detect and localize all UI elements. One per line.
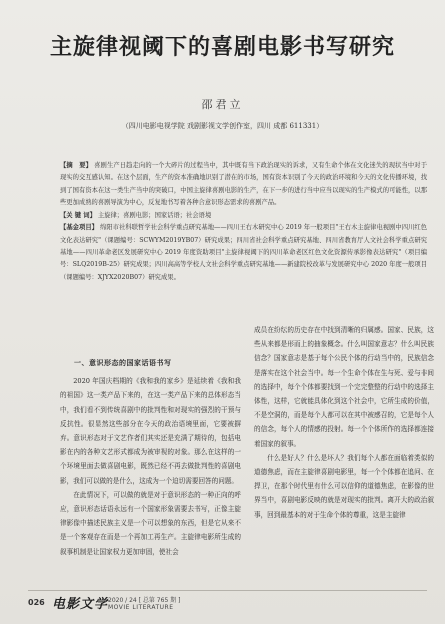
fund-paragraph: [60, 222, 427, 283]
abstract-block: [60, 160, 427, 284]
body-paragraph: 成员在纷纭的历史存在中找到清晰的归属感。国家、民族，这些从来都是形而上的抽象概念。什么叫国家意志？什么叫民族信念？国家意志是基于每个公民个体的行动当中的，民族信念是落实在这个社会当中。每一个生命个体在生与死、爱与非间的选择中，每个个体都要找到一个完完整整的行动中的选择主体性，这样，它就能具体化到这个社会中，它所生成的价值，不是空洞的，而是每个人都可以在其中被感召的，它是每个人的信念，每个人的情感的投射。每一个个体所作的选择都连接着国家的叙事。: [254, 326, 434, 448]
body-paragraph: 2020 年国庆档期的《我和我的家乡》是延续着《我和我的祖国》这一类产品下来的，在这一类产品下来的总体形态当中，我们看不到传统喜剧中的批判性和对现实的强烈的干预与反抗性。很显然这些部分在今天的政治语境里面，它要被摒弃。意识形态对于文艺作者们其实还是充满了期待的，包括电影在内的各种文艺形式都成为被审视的对象。那么在这样的一个环境里面去做喜剧电影，既然已经不再去做批判性的喜剧电影，我们可以做的是什么，这成为一个迫切需要回答的问题。: [60, 377, 241, 485]
abstract-text: 喜剧生产日趋走向的一个大碎片的过程当中，其中既有当下政治现实的诉求，又有生命个体在文化迷失的现状当中对于现实的交互感认知。在这个层面，生产的资本准确地识别了潜在的市场，国有资本识别了今天的政治环境和今天的文化传播环境，找到了国有资本在这一类生产当中的突破口，中国主旋律喜剧电影的生产，在下一步的进行当中应当以现实的生产模式的可能性，以那些更加成熟的喜剧导演为中心，反复地书写着各种合意识形态需求的喜剧产品。: [60, 162, 428, 206]
journal-english-name: MOVIE LITERATURE: [108, 604, 174, 611]
abstract-label: 【摘 要】: [60, 162, 93, 169]
fund-label: 【基金项目】: [60, 224, 98, 232]
body-paragraph: 在此情况下，可以做的就是对于意识形态的一种正向的呼应，意识形态话语永远有一个国家形象需要去书写，正像主旋律影像中描述民族主义是一个可以想象的东西，但是它从来不是一个客观存在而是一个再加工再生产。主旋律电影所生成的叙事机制是让国家权力更加审固，使社会: [60, 490, 241, 556]
body-column-left: [60, 356, 241, 559]
keywords-text: 主旋律；喜剧电影；国家话语；社会语境: [97, 212, 212, 220]
author-affiliation: （四川电影电视学院 戏剧影视文学创作室，四川 成都 611331）: [121, 122, 324, 130]
section-heading: 一、意识形态的国家话语书写: [74, 359, 172, 367]
fund-text: 绵阳市社科联哲学社会科学重点研究基地——四川王右木研究中心 2019 年一般项目"王右木主旋律电视剧中四川红色文化表达研究"（课题编号：SCWYM2019YB07）研究成果；四川省社会科学重点研究基地、四川省教育厅人文社会科学重点研究基地——四川革命老区发展研究中心 2019 年度资助项目"主旋律视阈下的四川革命老区红色文化资源传承影像表达研究"（项目编号：SLQ2019B-25）研究成果；四川高高等学校人文社会科学重点研究基地——新建院校改革与发展研究中心 2020 年度一般项目（课题编号：XJYX2020B07）研究成果。: [60, 224, 427, 281]
keywords-label: 【关 键 词】: [60, 212, 96, 220]
issue-info: 2020 / 24 [ 总第 765 期 ]: [108, 597, 181, 604]
footer-rule: [28, 590, 427, 591]
body-column-right: [254, 323, 434, 522]
journal-logo: 电影文学: [52, 597, 109, 612]
article-author: 邵君立: [201, 98, 244, 111]
abstract-paragraph: [60, 160, 427, 209]
article-title: 主旋律视阈下的喜剧电影书写研究: [49, 35, 395, 60]
page-footer: [0, 584, 445, 624]
keywords-paragraph: [60, 210, 427, 222]
page-number: 026: [28, 598, 45, 607]
body-paragraph: 什么是好人？什么是坏人？我们每个人都在面临着类似的道德焦虑，而在主旋律喜剧电影里，每一个个体都在追问、在捍卫，在那个时代里有什么可以信仰的道德焦虑，在影像的世界当中，喜剧电影反映的就是对现实的批判。离开大的政治叙事，回到最基本的对于生命个体的尊重，这是主旋律: [254, 453, 434, 519]
